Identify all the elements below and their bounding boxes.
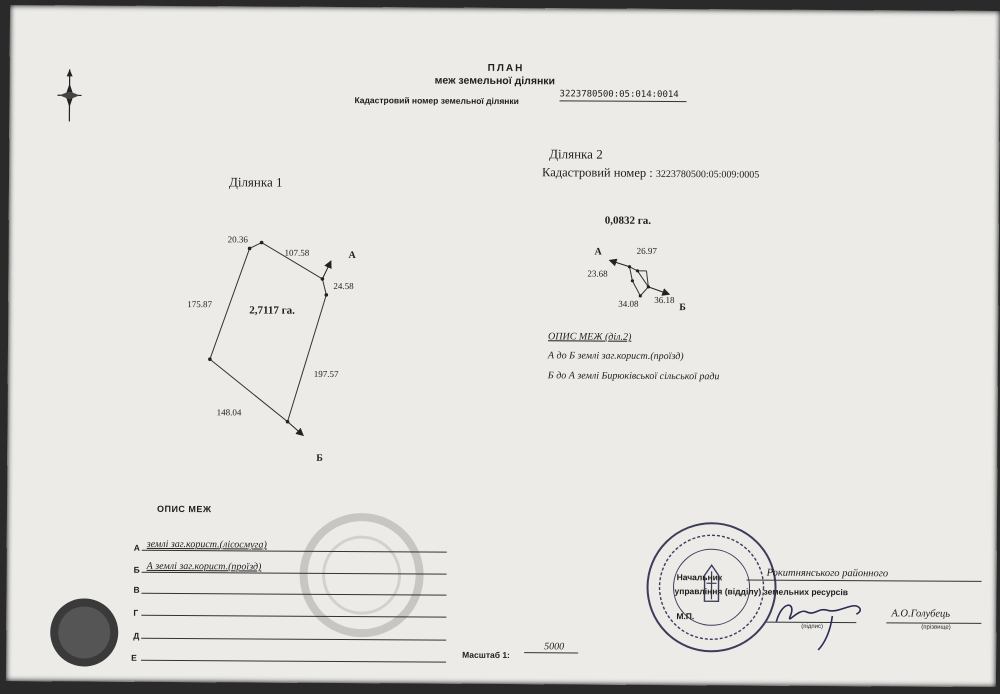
cadastral-number: 3223780500:05:014:0014 (559, 89, 686, 102)
boundary-letter-v: В (133, 585, 139, 595)
p2-len-1: 26.97 (637, 246, 657, 256)
boundary-letter-e: Е (131, 653, 137, 663)
parcel-drawings (6, 5, 1000, 694)
p1-len-4: 197.57 (314, 369, 339, 379)
doc-subtitle: меж земельної ділянки (435, 75, 555, 88)
sign-org-2: управління (відділу) земельних ресурсів (674, 586, 848, 597)
sign-role-1: Начальник (677, 572, 723, 582)
scale-value: 5000 (524, 641, 578, 653)
parcel1-polygon (210, 242, 327, 422)
boundary-text-a: землі заг.корист.(лісосмуга) (147, 539, 267, 551)
p2-len-4: 36.18 (654, 295, 674, 305)
sign-caption: (підпис) (801, 624, 823, 630)
p1-len-3: 24.58 (333, 281, 353, 291)
p2-boundary-row-2: Б до А землі Бирюківської сільської ради (548, 370, 720, 382)
sign-org-1: Рокитнянського районного (767, 568, 889, 580)
boundary-text-b: А землі заг.корист.(проїзд) (147, 561, 262, 573)
boundary-letter-a: А (134, 543, 140, 553)
p1-point-b: Б (316, 453, 323, 464)
boundary-letter-b: Б (134, 565, 140, 575)
boundary-letter-g: Г (133, 608, 138, 618)
p2-boundary-title: ОПИС МЕЖ (діл.2) (548, 331, 631, 343)
p1-len-1: 20.36 (228, 234, 248, 244)
p2-boundary-row-1: А до Б землі заг.корист.(проїзд) (548, 350, 684, 362)
p2-len-3: 34.08 (618, 299, 638, 309)
parcel2-cadastral: Кадастровий номер : 3223780500:05:009:0005 (542, 165, 759, 181)
p1-len-5: 148.04 (217, 407, 242, 417)
doc-title: ПЛАН (488, 63, 525, 74)
p2-len-2: 23.68 (587, 269, 607, 279)
scale-label: Масштаб 1: (462, 650, 510, 660)
boundary-letter-d: Д (133, 631, 139, 641)
cadastral-label: Кадастровий номер земельної ділянки (354, 95, 518, 106)
parcel2-title: Ділянка 2 (549, 146, 603, 162)
signer-name: А.О.Голубець (891, 608, 950, 619)
name-caption: (прізвище) (921, 625, 950, 631)
plan-sheet (6, 5, 1000, 687)
p1-len-6: 175.87 (187, 299, 212, 309)
p2-point-b: Б (679, 302, 686, 313)
p2-point-a: А (595, 247, 602, 258)
parcel1-title: Ділянка 1 (229, 174, 283, 190)
stamp-mark: М.П. (676, 611, 694, 621)
parcel2-arrow-b (648, 287, 668, 294)
p1-point-a: А (349, 250, 356, 261)
boundary-section-title: ОПИС МЕЖ (157, 504, 212, 514)
p1-len-2: 107.58 (285, 248, 310, 258)
parcel1-area: 2,7117 га. (249, 304, 295, 316)
parcel1-arrow-b (287, 422, 302, 435)
parcel1-arrow-a (322, 262, 330, 279)
parcel2-area: 0,0832 га. (605, 215, 651, 227)
parcel2-arrow-a (610, 261, 629, 267)
north-arrow-icon (57, 69, 81, 121)
